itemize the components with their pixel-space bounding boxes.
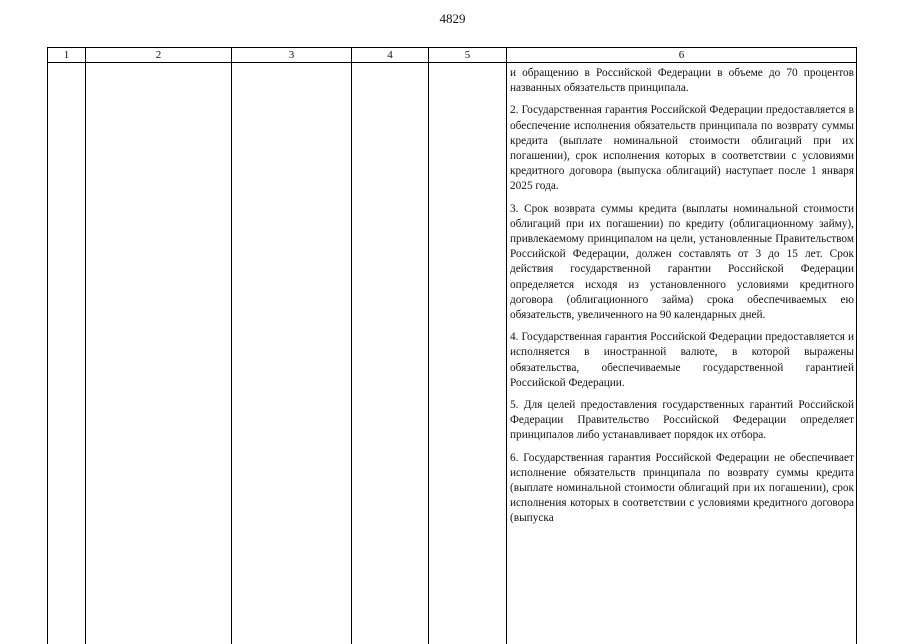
paragraph-4: 4. Государственная гарантия Российской Федерации предоставляется и исполняется в иностранной валюте, в которой выражены обязательства, обеспечиваемые государственной гарантией Российской Федерации. (510, 330, 854, 391)
table-header-row (48, 48, 857, 63)
cell-col-2 (86, 63, 232, 644)
cell-col-3 (232, 63, 352, 644)
cell-col-4 (352, 63, 429, 644)
paragraph-2: 2. Государственная гарантия Российской Федерации предоставляется в обеспечение исполнения обязательств принципала по возврату суммы кредита (выплате номинальной стоимости облигаций при их погашении), срок исполнения которых в соответствии с условиями кредитного договора (выпуска облигаций) наступает после 1 января 2025 года. (510, 103, 854, 194)
table-body-row (48, 63, 857, 644)
column-header-3: 3 (232, 48, 352, 63)
column-header-2: 2 (86, 48, 232, 63)
column-header-4: 4 (352, 48, 429, 63)
column-header-5: 5 (429, 48, 507, 63)
paragraph-6: 6. Государственная гарантия Российской Федерации не обеспечивает исполнение обязательств принципала по возврату суммы кредита (выплате номинальной стоимости облигаций при их погашении), срок исполнения которых в соответствии с условиями кредитного договора (выпуска (510, 451, 854, 527)
page-number: 4829 (0, 11, 905, 27)
paragraph-3: 3. Срок возврата суммы кредита (выплаты номинальной стоимости облигаций при их погашении) по кредиту (облигационному займу), привлекаемому принципалом на цели, установленные Правительством Российской Федерации, должен составлять от 3 до 15 лет. Срок действия государственной гарантии Российской Федерации определяется исходя из установленного условиями кредитного договора (облигационного займа) срока обеспечиваемых ею обязательств, увеличенного на 90 календарных дней. (510, 202, 854, 324)
paragraph-5: 5. Для целей предоставления государственных гарантий Российской Федерации Правительство Российской Федерации определяет принципалов либо устанавливает порядок их отбора. (510, 398, 854, 444)
cell-col-5 (429, 63, 507, 644)
document-table (47, 47, 857, 644)
column-header-6: 6 (507, 48, 857, 63)
column-header-1: 1 (48, 48, 86, 63)
cell-col-1 (48, 63, 86, 644)
paragraph-continuation: и обращению в Российской Федерации в объеме до 70 процентов названных обязательств принципала. (510, 66, 854, 96)
cell-col-6 (507, 63, 857, 644)
